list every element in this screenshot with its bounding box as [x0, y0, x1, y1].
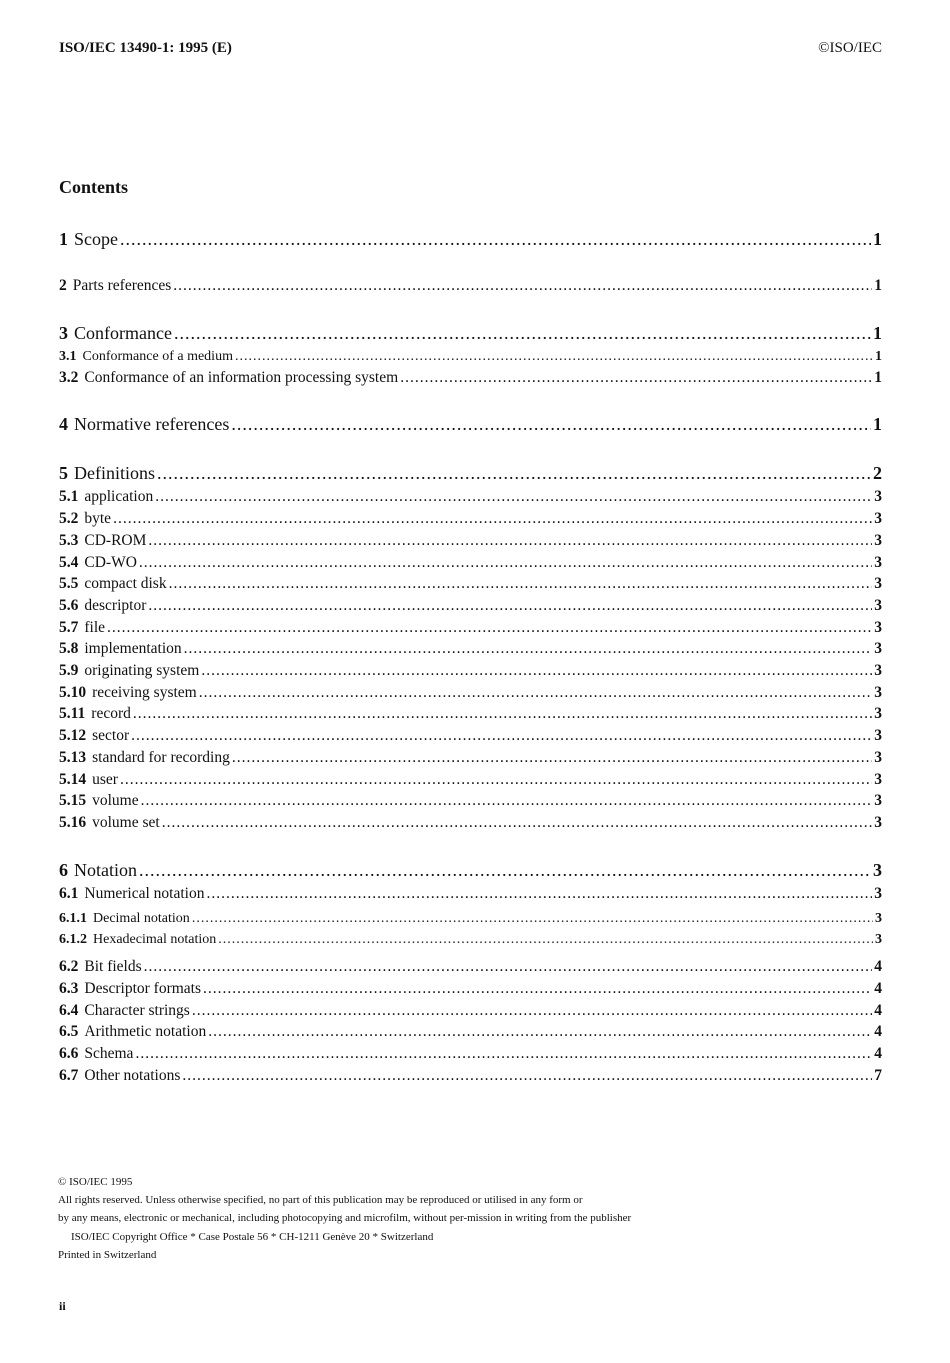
toc-page: 3 [875, 932, 882, 948]
toc-number: 5.9 [59, 662, 79, 680]
toc-page: 3 [873, 859, 882, 880]
toc-number: 5.5 [59, 575, 79, 593]
toc-leader [199, 682, 873, 704]
toc-page: 1 [873, 229, 882, 249]
toc-entry-6-3[interactable] [59, 978, 882, 1000]
toc-title: sector [92, 727, 130, 745]
toc-number: 3.2 [59, 368, 79, 386]
toc-title: Numerical notation [84, 884, 205, 902]
toc-entry-3-1[interactable] [59, 346, 882, 367]
toc-number: 6 [59, 859, 68, 880]
toc-page: 1 [873, 414, 882, 435]
toc-leader [169, 573, 873, 595]
toc-page: 3 [874, 596, 882, 614]
toc-leader [113, 508, 872, 530]
toc-entry-5-4[interactable] [59, 552, 882, 574]
toc-number: 5.6 [59, 596, 79, 614]
toc-number: 6.5 [59, 1023, 79, 1041]
toc-page: 3 [874, 640, 882, 658]
toc-page: 3 [874, 792, 882, 810]
toc-title: Hexadecimal notation [93, 932, 217, 948]
toc-leader [144, 956, 873, 978]
toc-entry-5-12[interactable] [59, 725, 882, 747]
toc-leader [184, 638, 873, 660]
toc-number: 6.1.1 [59, 911, 87, 927]
toc-number: 5.1 [59, 488, 79, 506]
toc-leader [174, 320, 871, 346]
toc-leader [155, 486, 872, 508]
toc-entry-6-7[interactable] [59, 1065, 882, 1087]
toc-entry-5-15[interactable] [59, 790, 882, 812]
toc-leader [208, 1021, 872, 1043]
toc-title: Descriptor formats [84, 980, 202, 998]
toc-entry-6[interactable] [59, 857, 882, 883]
toc-page: 3 [874, 488, 882, 506]
toc-leader [232, 747, 872, 769]
toc-entry-6-1-2[interactable] [59, 929, 882, 950]
toc-title: application [84, 488, 154, 506]
toc-title: file [84, 618, 106, 636]
toc-page: 3 [874, 510, 882, 528]
toc-number: 5.15 [59, 792, 87, 810]
toc-entry-5-11[interactable] [59, 703, 882, 725]
toc-entry-5-10[interactable] [59, 682, 882, 704]
toc-entry-3[interactable] [59, 320, 882, 346]
toc-leader [120, 769, 872, 791]
toc-leader [139, 552, 872, 574]
toc-title: descriptor [84, 596, 147, 614]
toc-number: 5.11 [59, 705, 86, 723]
toc-leader [135, 1043, 872, 1065]
table-of-contents [59, 226, 882, 1087]
toc-page: 4 [874, 1045, 882, 1063]
toc-number: 6.2 [59, 958, 79, 976]
rights-line-1: All rights reserved. Unless otherwise specified, no part of this publication may be reproduced or utilised in any form or [58, 1194, 583, 1207]
toc-entry-5-13[interactable] [59, 747, 882, 769]
toc-page: 3 [874, 553, 882, 571]
toc-entry-5-14[interactable] [59, 769, 882, 791]
toc-number: 5 [59, 463, 68, 484]
toc-title: Arithmetic notation [84, 1023, 207, 1041]
toc-title: volume [92, 792, 139, 810]
toc-page: 3 [874, 575, 882, 593]
toc-title: Conformance [74, 322, 172, 343]
toc-entry-6-1-1[interactable] [59, 908, 882, 929]
toc-leader [400, 367, 872, 389]
toc-number: 5.8 [59, 640, 79, 658]
toc-title: Normative references [74, 414, 230, 435]
toc-title: Bit fields [84, 958, 142, 976]
toc-leader [192, 908, 873, 929]
toc-page: 4 [874, 1001, 882, 1019]
toc-title: Conformance of an information processing system [84, 368, 399, 386]
toc-page: 3 [874, 748, 882, 766]
toc-title: implementation [84, 640, 182, 658]
toc-leader [139, 857, 871, 883]
toc-page: 3 [874, 813, 882, 831]
toc-leader [182, 1065, 872, 1087]
toc-page: 1 [874, 277, 882, 294]
rights-line-2: by any means, electronic or mechanical, including photocopying and microfilm, without per-mission in writing from the publisher [58, 1212, 632, 1225]
toc-number: 5.14 [59, 770, 87, 788]
copyright-header: ©ISO/IEC [818, 40, 882, 56]
toc-entry-5-6[interactable] [59, 595, 882, 617]
toc-number: 5.13 [59, 748, 87, 766]
toc-number: 6.4 [59, 1001, 79, 1019]
toc-page: 3 [874, 727, 882, 745]
toc-number: 5.10 [59, 683, 87, 701]
toc-title: Schema [84, 1045, 134, 1063]
toc-leader [162, 812, 873, 834]
toc-number: 3.1 [59, 348, 77, 364]
toc-entry-6-2[interactable] [59, 956, 882, 978]
toc-entry-5-8[interactable] [59, 638, 882, 660]
toc-page: 1 [875, 348, 882, 364]
toc-entry-4[interactable] [59, 411, 882, 437]
toc-number: 6.3 [59, 980, 79, 998]
toc-page: 2 [873, 463, 882, 484]
toc-entry-5-7[interactable] [59, 617, 882, 639]
copyright-notice [58, 1173, 631, 1264]
toc-entry-5-5[interactable] [59, 573, 882, 595]
toc-page: 1 [874, 368, 882, 386]
toc-number: 6.1.2 [59, 932, 87, 948]
toc-page: 4 [874, 1023, 882, 1041]
toc-leader [201, 660, 872, 682]
toc-number: 5.2 [59, 510, 79, 528]
toc-title: receiving system [92, 683, 197, 701]
toc-leader [141, 790, 873, 812]
toc-title: Character strings [84, 1001, 190, 1019]
toc-leader [148, 530, 872, 552]
toc-title: Conformance of a medium [82, 348, 233, 364]
toc-leader [157, 460, 871, 486]
toc-page: 3 [874, 770, 882, 788]
toc-title: byte [84, 510, 112, 528]
toc-entry-6-5[interactable] [59, 1021, 882, 1043]
toc-entry-2[interactable] [59, 275, 882, 297]
toc-title: record [91, 705, 131, 723]
toc-title: user [92, 770, 118, 788]
toc-entry-6-6[interactable] [59, 1043, 882, 1065]
toc-entry-5-16[interactable] [59, 812, 882, 834]
toc-title: volume set [92, 813, 160, 831]
toc-title: Scope [74, 229, 118, 249]
toc-entry-5-2[interactable] [59, 508, 882, 530]
toc-leader [173, 275, 872, 297]
toc-number: 5.7 [59, 618, 79, 636]
toc-title: CD-ROM [84, 531, 147, 549]
toc-leader [218, 929, 873, 950]
toc-number: 6.7 [59, 1066, 79, 1084]
toc-leader [120, 226, 871, 252]
toc-title: Other notations [84, 1066, 181, 1084]
document-id-header: ISO/IEC 13490-1: 1995 (E) [59, 40, 232, 56]
toc-number: 5.4 [59, 553, 79, 571]
toc-page: 4 [874, 958, 882, 976]
toc-leader [203, 978, 872, 1000]
printed-in-line: Printed in Switzerland [58, 1248, 157, 1261]
toc-number: 5.16 [59, 813, 87, 831]
page-number: ii [59, 1299, 66, 1313]
toc-entry-6-4[interactable] [59, 1000, 882, 1022]
toc-leader [107, 617, 872, 639]
publisher-address: ISO/IEC Copyright Office * Case Postale 56 * CH-1211 Genève 20 * Switzerland [71, 1230, 434, 1243]
toc-page: 3 [874, 531, 882, 549]
toc-entry-5-9[interactable] [59, 660, 882, 682]
toc-title: standard for recording [92, 748, 230, 766]
toc-page: 3 [875, 911, 882, 927]
toc-leader [133, 703, 872, 725]
toc-title: Definitions [74, 463, 155, 484]
toc-entry-5-3[interactable] [59, 530, 882, 552]
contents-heading: Contents [59, 177, 129, 197]
toc-entry-6-1[interactable] [59, 883, 882, 905]
toc-number: 2 [59, 277, 67, 294]
toc-title: compact disk [84, 575, 167, 593]
toc-title: Parts references [72, 277, 172, 294]
toc-number: 5.12 [59, 727, 87, 745]
toc-title: CD-WO [84, 553, 137, 571]
toc-number: 6.6 [59, 1045, 79, 1063]
toc-number: 5.3 [59, 531, 79, 549]
toc-title: originating system [84, 662, 200, 680]
toc-leader [148, 595, 872, 617]
copyright-line: © ISO/IEC 1995 [58, 1176, 133, 1188]
toc-leader [235, 346, 873, 367]
toc-entry-5[interactable] [59, 460, 882, 486]
toc-leader [131, 725, 872, 747]
toc-number: 4 [59, 414, 68, 435]
toc-leader [231, 411, 871, 437]
toc-page: 3 [874, 705, 882, 723]
toc-title: Notation [74, 859, 137, 880]
toc-entry-1[interactable] [59, 226, 882, 252]
toc-page: 7 [874, 1066, 882, 1084]
toc-leader [192, 1000, 872, 1022]
toc-page: 4 [874, 980, 882, 998]
toc-page: 3 [874, 683, 882, 701]
toc-title: Decimal notation [93, 911, 190, 927]
toc-number: 1 [59, 229, 68, 249]
toc-number: 6.1 [59, 884, 79, 902]
toc-page: 3 [874, 662, 882, 680]
toc-page: 3 [874, 884, 882, 902]
toc-leader [206, 883, 872, 905]
toc-number: 3 [59, 322, 68, 343]
toc-page: 3 [874, 618, 882, 636]
toc-entry-5-1[interactable] [59, 486, 882, 508]
toc-entry-3-2[interactable] [59, 367, 882, 389]
toc-page: 1 [873, 322, 882, 343]
